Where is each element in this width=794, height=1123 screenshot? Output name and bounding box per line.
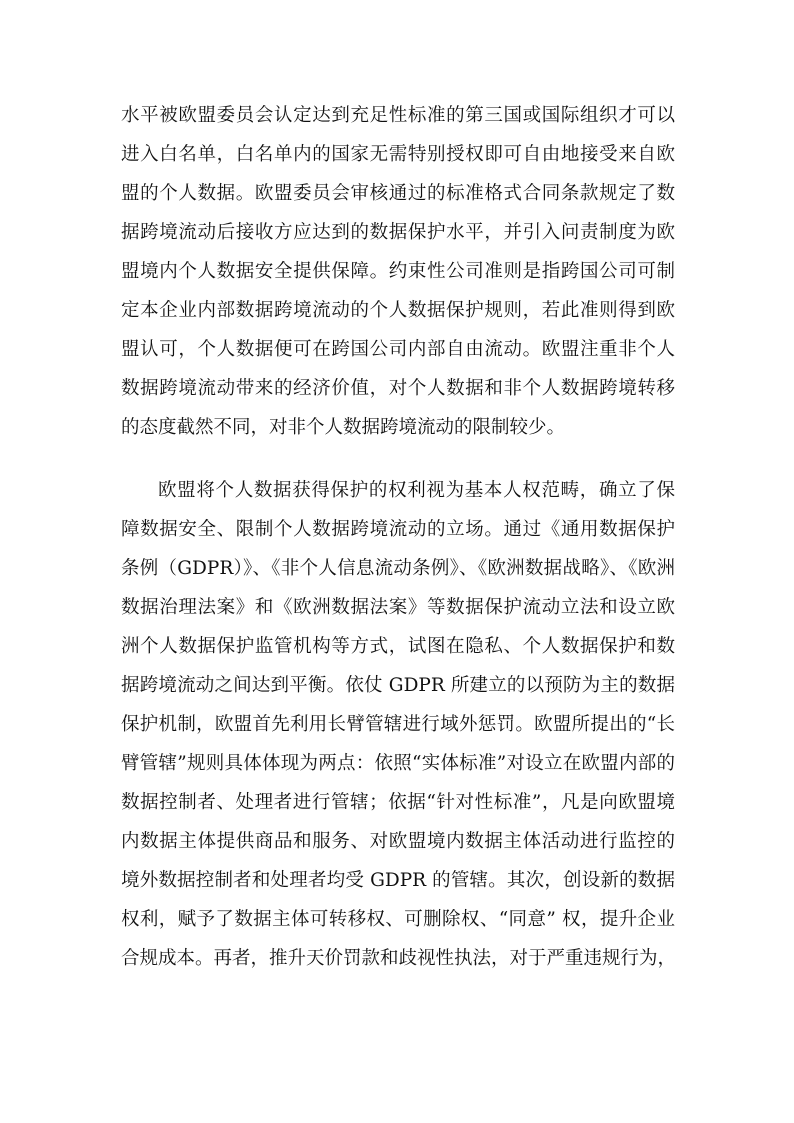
paragraph-1-line-7: 盟认可，个人数据便可在跨国公司内部自由流动。欧盟注重非个人 <box>121 339 675 360</box>
paragraph-1-line-6: 定本企业内部数据跨境流动的个人数据保护规则，若此准则得到欧 <box>121 300 675 321</box>
paragraph-2-line-5: 洲个人数据保护监管机构等方式，试图在隐私、个人数据保护和数 <box>121 636 675 657</box>
paragraph-2-line-13: 合规成本。再者，推升天价罚款和歧视性执法，对于严重违规行为， <box>121 948 677 969</box>
paragraph-1-line-1: 水平被欧盟委员会认定达到充足性标准的第三国或国际组织才可以 <box>121 105 675 126</box>
paragraph-2-line-10: 内数据主体提供商品和服务、对欧盟境内数据主体活动进行监控的 <box>121 831 675 852</box>
paragraph-1-line-8: 数据跨境流动带来的经济价值，对个人数据和非个人数据跨境转移 <box>121 378 675 399</box>
paragraph-2-line-12: 权利，赋予了数据主体可转移权、可删除权、“同意” 权，提升企业 <box>121 909 675 930</box>
paragraph-2-line-1: 欧盟将个人数据获得保护的权利视为基本人权范畴，确立了保 <box>158 480 675 501</box>
paragraph-2-line-4: 数据治理法案》和《欧洲数据法案》等数据保护流动立法和设立欧 <box>121 597 675 618</box>
paragraph-1-line-9: 的态度截然不同，对非个人数据跨境流动的限制较少。 <box>121 417 566 438</box>
paragraph-2-line-7: 保护机制，欧盟首先利用长臂管辖进行域外惩罚。欧盟所提出的“长 <box>121 714 675 735</box>
paragraph-1-line-4: 据跨境流动后接收方应达到的数据保护水平，并引入问责制度为欧 <box>121 222 675 243</box>
paragraph-2-line-9: 数据控制者、处理者进行管辖；依据“针对性标准”，凡是向欧盟境 <box>121 792 675 813</box>
paragraph-2-line-3: 条例（GDPR）》、《非个人信息流动条例》、《欧洲数据战略》、《欧洲 <box>121 558 675 579</box>
paragraph-1-line-3: 盟的个人数据。欧盟委员会审核通过的标准格式合同条款规定了数 <box>121 183 675 204</box>
paragraph-1-line-2: 进入白名单，白名单内的国家无需特别授权即可自由地接受来自欧 <box>121 144 675 165</box>
paragraph-2-line-11: 境外数据控制者和处理者均受 GDPR 的管辖。其次，创设新的数据 <box>121 870 675 891</box>
paragraph-2-line-8: 臂管辖”规则具体体现为两点：依照“实体标准”对设立在欧盟内部的 <box>121 753 675 774</box>
paragraph-2-line-2: 障数据安全、限制个人数据跨境流动的立场。通过《通用数据保护 <box>121 519 675 540</box>
paragraph-1-line-5: 盟境内个人数据安全提供保障。约束性公司准则是指跨国公司可制 <box>121 261 675 282</box>
paragraph-2-line-6: 据跨境流动之间达到平衡。依仗 GDPR 所建立的以预防为主的数据 <box>121 675 675 696</box>
